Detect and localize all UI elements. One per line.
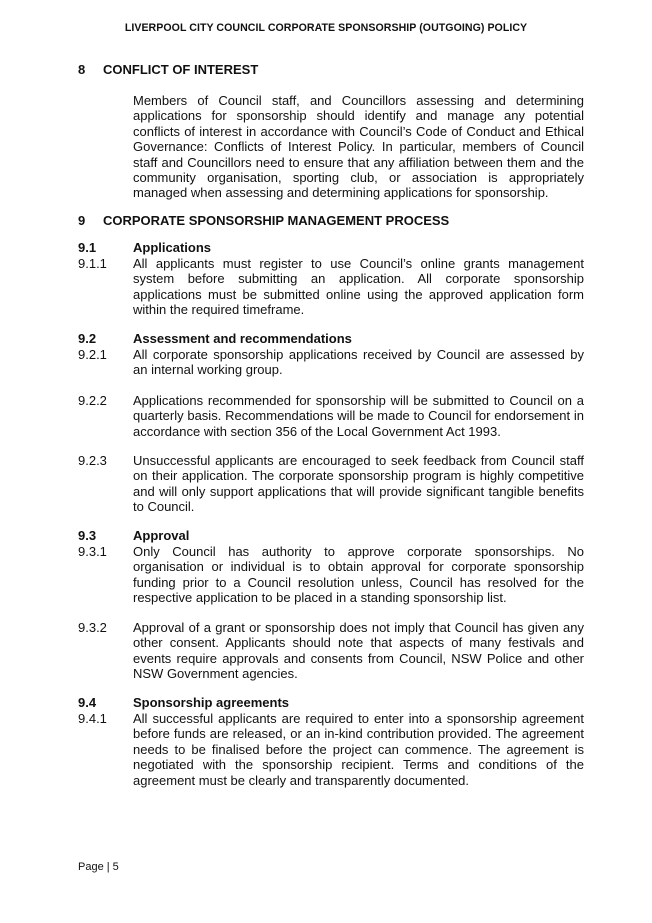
subsection-number: 9.1 [78,240,97,255]
subsection-title: Sponsorship agreements [133,695,290,710]
section-number: 8 [78,62,86,77]
section-title: CORPORATE SPONSORSHIP MANAGEMENT PROCESS [103,213,450,228]
clause-9-1-1-text: All applicants must register to use Council’s online grants management system before submitting an application. All corporate sponsorship applications must be submitted online using the approved application form within the required timeframe. [133,256,584,318]
subsection-number: 9.3 [78,528,97,543]
section-9-heading [78,213,449,228]
subsection-title: Applications [133,240,212,255]
clause-number: 9.1.1 [78,256,107,271]
clause-9-2-1-text: All corporate sponsorship applications received by Council are assessed by an internal working group. [133,347,584,378]
section-8-body: Members of Council staff, and Councillors assessing and determining applications for sponsorship should identify and manage any potential conflicts of interest in accordance with Council’s Code of Conduct and Ethical Governance: Conflicts of Interest Policy. In particular, members of Council staff and Councillors need to ensure that any affiliation between them and the community organisation, sporting club, or association is appropriately managed when assessing and determining applications for sponsorship. [133,93,584,201]
document-header: LIVERPOOL CITY COUNCIL CORPORATE SPONSORSHIP (OUTGOING) POLICY [124,22,528,34]
clause-number: 9.3.2 [78,620,107,635]
clause-9-2-2-text: Applications recommended for sponsorship will be submitted to Council on a quarterly basis. Recommendations will be made to Council for endorsement in accordance with section 356 of the Local Government Act 1993. [133,393,584,439]
clause-number: 9.2.2 [78,393,107,408]
clause-number: 9.4.1 [78,711,107,726]
clause-9-2-3-text: Unsuccessful applicants are encouraged to seek feedback from Council staff on their application. The corporate sponsorship program is highly competitive and will only support applications that will provide significant tangible benefits to Council. [133,453,584,515]
clause-number: 9.2.3 [78,453,107,468]
clause-number: 9.2.1 [78,347,107,362]
subsection-number: 9.2 [78,331,97,346]
section-title: CONFLICT OF INTEREST [103,62,259,77]
subsection-title: Assessment and recommendations [133,331,352,346]
subsection-title: Approval [133,528,190,543]
page-number: Page | 5 [78,861,119,873]
section-8-heading [78,62,258,77]
clause-9-3-2-text: Approval of a grant or sponsorship does not imply that Council has given any other consent. Applicants should note that aspects of many festivals and events require approvals and consents from Council, NSW Police and other NSW Government agencies. [133,620,584,682]
subsection-number: 9.4 [78,695,97,710]
clause-9-4-1-text: All successful applicants are required to enter into a sponsorship agreement before funds are released, or an in-kind contribution provided. The agreement needs to be finalised before the project can commence. The agreement is negotiated with the sponsorship recipient. Terms and conditions of the agreement must be clearly and transparently documented. [133,711,584,788]
clause-9-3-1-text: Only Council has authority to approve corporate sponsorships. No organisation or individual is to obtain approval for corporate sponsorship funding prior to a Council resolution unless, Council has resolved for the respective application to be placed in a standing sponsorship list. [133,544,584,606]
clause-number: 9.3.1 [78,544,107,559]
section-number: 9 [78,213,86,228]
